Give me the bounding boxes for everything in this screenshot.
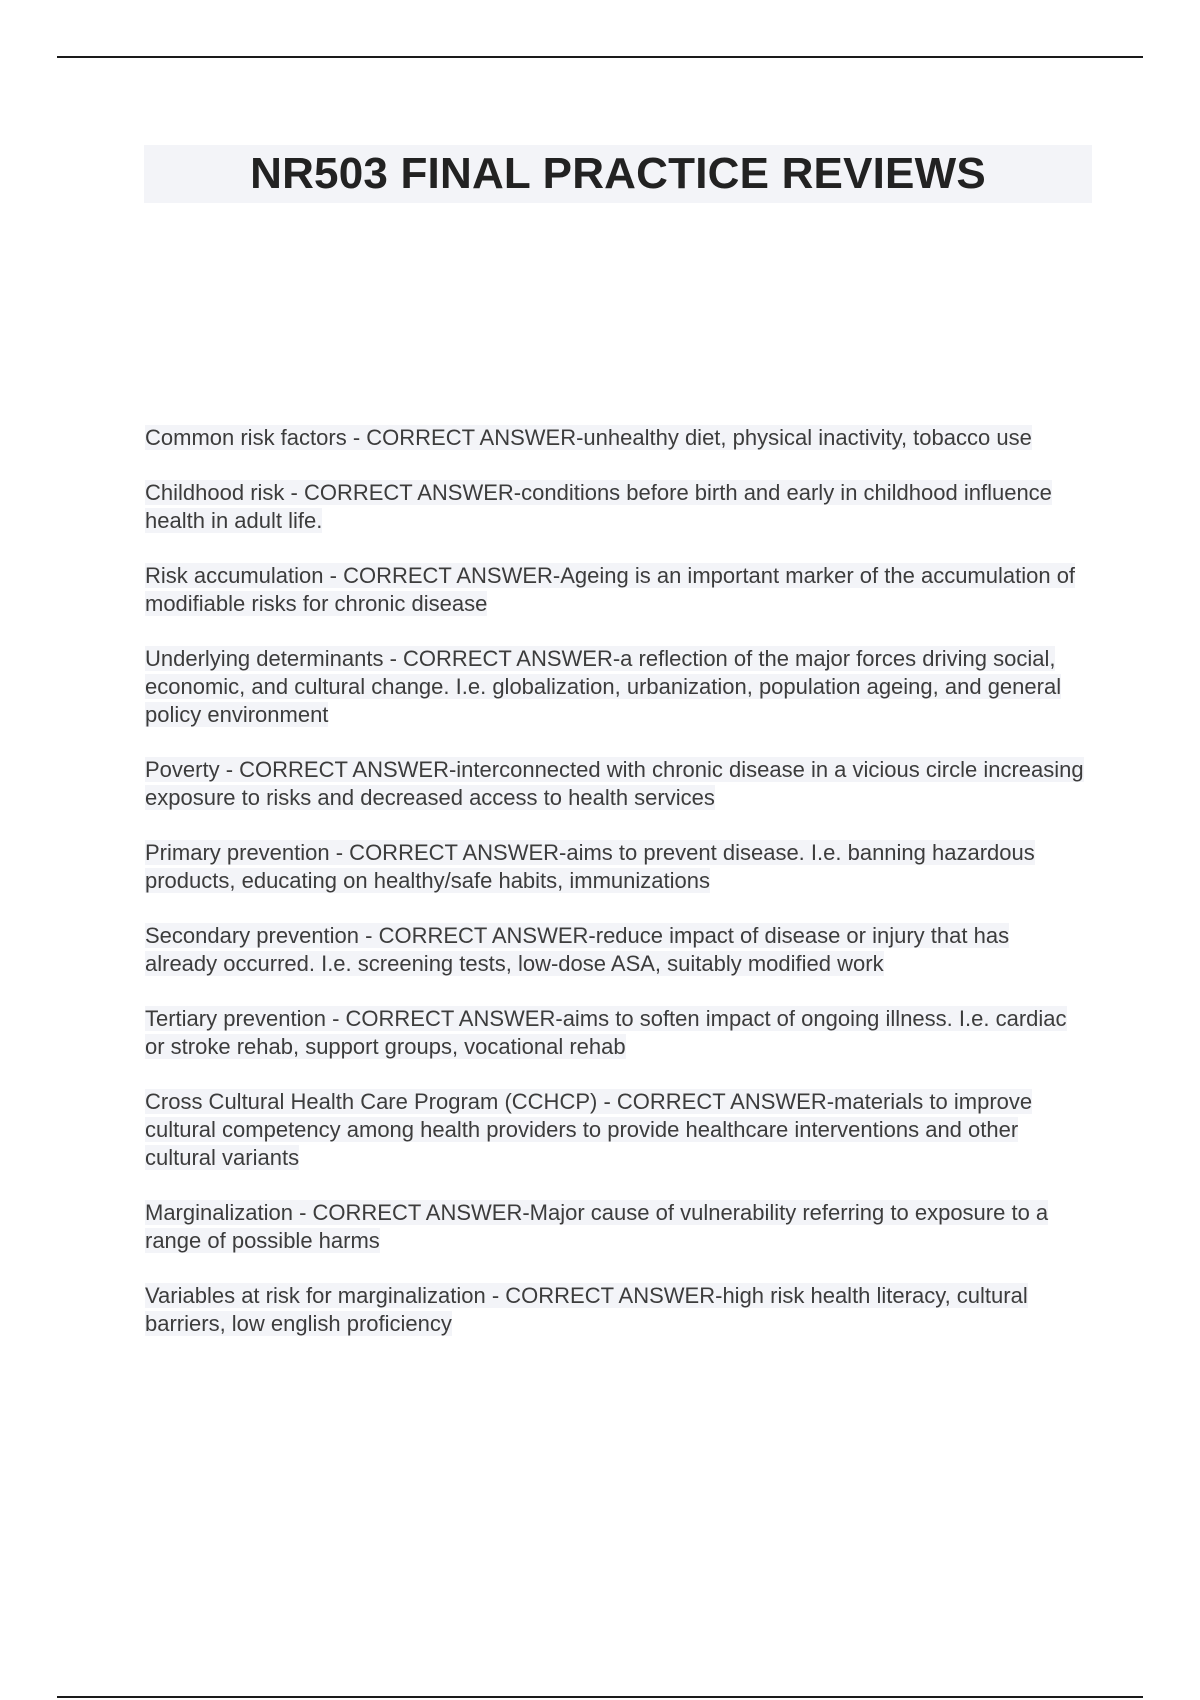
qa-item-text: Poverty - CORRECT ANSWER-interconnected with chronic disease in a vicious circle increasing exposure to risks and decreased access to health services — [145, 757, 1084, 810]
qa-item-text: Underlying determinants - CORRECT ANSWER-a reflection of the major forces driving social, economic, and cultural change. I.e. globalization, urbanization, population ageing, and general policy environment — [145, 646, 1062, 727]
title-band — [144, 145, 1092, 203]
qa-item-text: Common risk factors - CORRECT ANSWER-unhealthy diet, physical inactivity, tobacco use — [145, 425, 1032, 450]
qa-item-text: Variables at risk for marginalization - CORRECT ANSWER-high risk health literacy, cultural barriers, low english proficiency — [145, 1283, 1028, 1336]
qa-list — [145, 424, 1085, 1365]
qa-item — [145, 479, 1085, 535]
bottom-divider — [57, 1696, 1143, 1698]
qa-item — [145, 1282, 1085, 1338]
qa-item — [145, 1088, 1085, 1172]
qa-item-text: Secondary prevention - CORRECT ANSWER-reduce impact of disease or injury that has already occurred. I.e. screening tests, low-dose ASA, suitably modified work — [145, 923, 1010, 976]
page-title: NR503 FINAL PRACTICE REVIEWS — [250, 149, 986, 198]
qa-item — [145, 562, 1085, 618]
qa-item-text: Marginalization - CORRECT ANSWER-Major cause of vulnerability referring to exposure to a range of possible harms — [145, 1200, 1049, 1253]
qa-item-text: Risk accumulation - CORRECT ANSWER-Ageing is an important marker of the accumulation of modifiable risks for chronic disease — [145, 563, 1076, 616]
qa-item — [145, 645, 1085, 729]
qa-item — [145, 756, 1085, 812]
qa-item-text: Primary prevention - CORRECT ANSWER-aims to prevent disease. I.e. banning hazardous products, educating on healthy/safe habits, immunizations — [145, 840, 1035, 893]
qa-item — [145, 1199, 1085, 1255]
qa-item — [145, 424, 1085, 452]
qa-item — [145, 922, 1085, 978]
qa-item — [145, 1005, 1085, 1061]
qa-item — [145, 839, 1085, 895]
qa-item-text: Childhood risk - CORRECT ANSWER-conditions before birth and early in childhood influence health in adult life. — [145, 480, 1052, 533]
qa-item-text: Cross Cultural Health Care Program (CCHCP) - CORRECT ANSWER-materials to improve cultural competency among health providers to provide healthcare interventions and other cultural variants — [145, 1089, 1033, 1170]
top-divider — [57, 56, 1143, 58]
qa-item-text: Tertiary prevention - CORRECT ANSWER-aims to soften impact of ongoing illness. I.e. cardiac or stroke rehab, support groups, vocational rehab — [145, 1006, 1067, 1059]
